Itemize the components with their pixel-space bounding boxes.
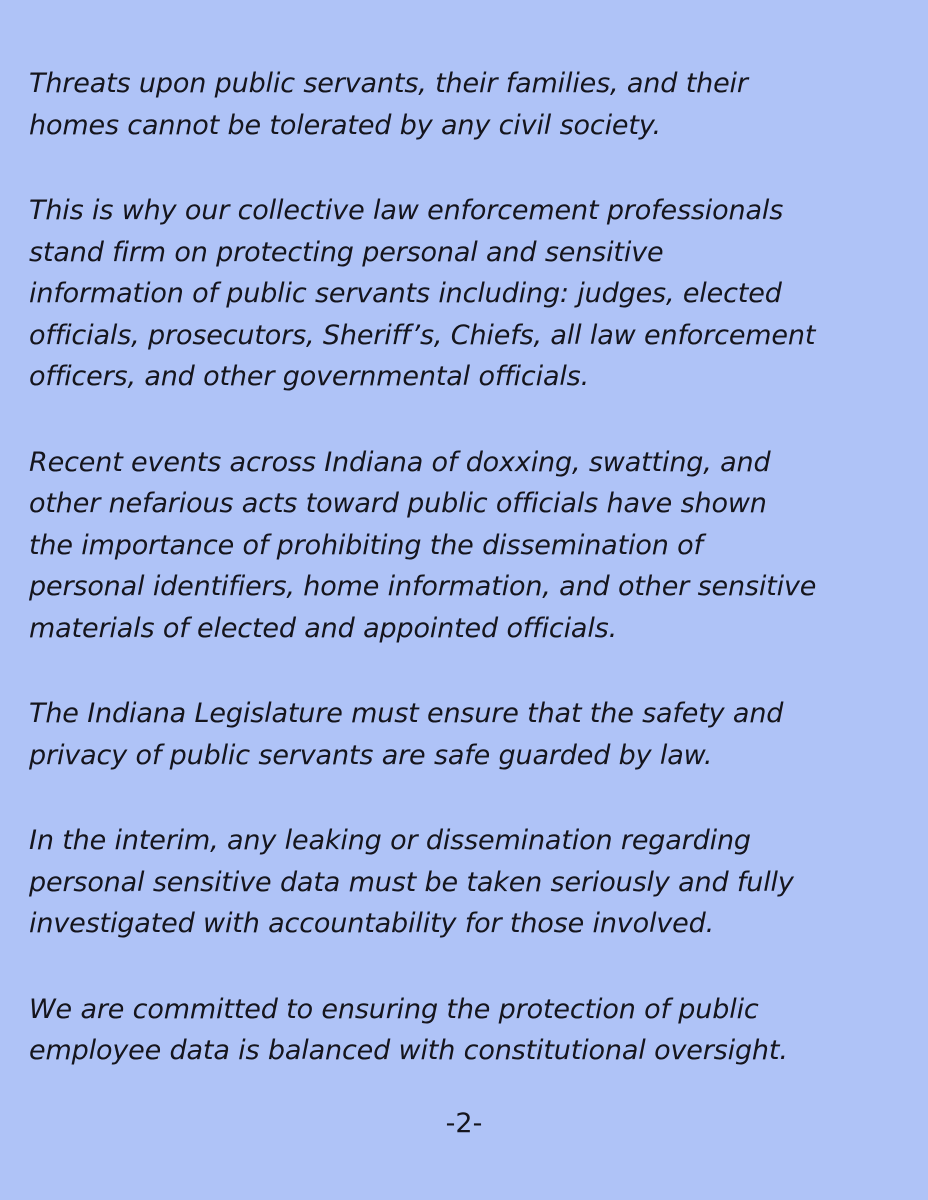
paragraph-line: personal sensitive data must be taken seriously and fully — [29, 866, 794, 898]
paragraph-line: personal identifiers, home information, and other sensitive — [29, 571, 817, 602]
paragraph-threats — [29, 63, 898, 146]
paragraph-line: investigated with accountability for those involved. — [29, 908, 715, 939]
paragraph-interim — [29, 820, 898, 945]
paragraph-line: stand firm on protecting personal and sensitive — [29, 236, 664, 268]
paragraph-line: materials of elected and appointed officials. — [29, 612, 618, 644]
paragraph-line: the importance of prohibiting the dissemination of — [29, 529, 703, 561]
paragraph-line: homes cannot be tolerated by any civil society. — [29, 109, 661, 141]
paragraph-line: employee data is balanced with constitutional oversight. — [29, 1035, 788, 1066]
paragraph-line: other nefarious acts toward public officials have shown — [29, 488, 767, 519]
paragraph-line: Recent events across Indiana of doxxing, swatting, and — [29, 446, 771, 478]
paragraph-line: information of public servants including: judges, elected — [29, 278, 782, 309]
paragraph-recent-events — [29, 442, 898, 650]
paragraph-legislature — [29, 693, 898, 776]
paragraph-line: In the interim, any leaking or dissemination regarding — [29, 825, 751, 856]
paragraph-commitment — [29, 989, 898, 1072]
paragraph-line: officers, and other governmental officials. — [29, 361, 590, 392]
paragraph-line: We are committed to ensuring the protection of public — [29, 993, 759, 1025]
paragraph-law-enforcement — [29, 190, 898, 398]
paragraph-line: Threats upon public servants, their families, and their — [29, 68, 748, 99]
paragraph-line: This is why our collective law enforcement professionals — [29, 195, 784, 226]
page-number: -2- — [445, 1108, 483, 1139]
paragraph-line: The Indiana Legislature must ensure that the safety and — [29, 698, 784, 729]
paragraph-line: privacy of public servants are safe guarded by law. — [29, 739, 713, 771]
paragraph-line: officials, prosecutors, Sheriff’s, Chiefs, all law enforcement — [29, 319, 816, 351]
